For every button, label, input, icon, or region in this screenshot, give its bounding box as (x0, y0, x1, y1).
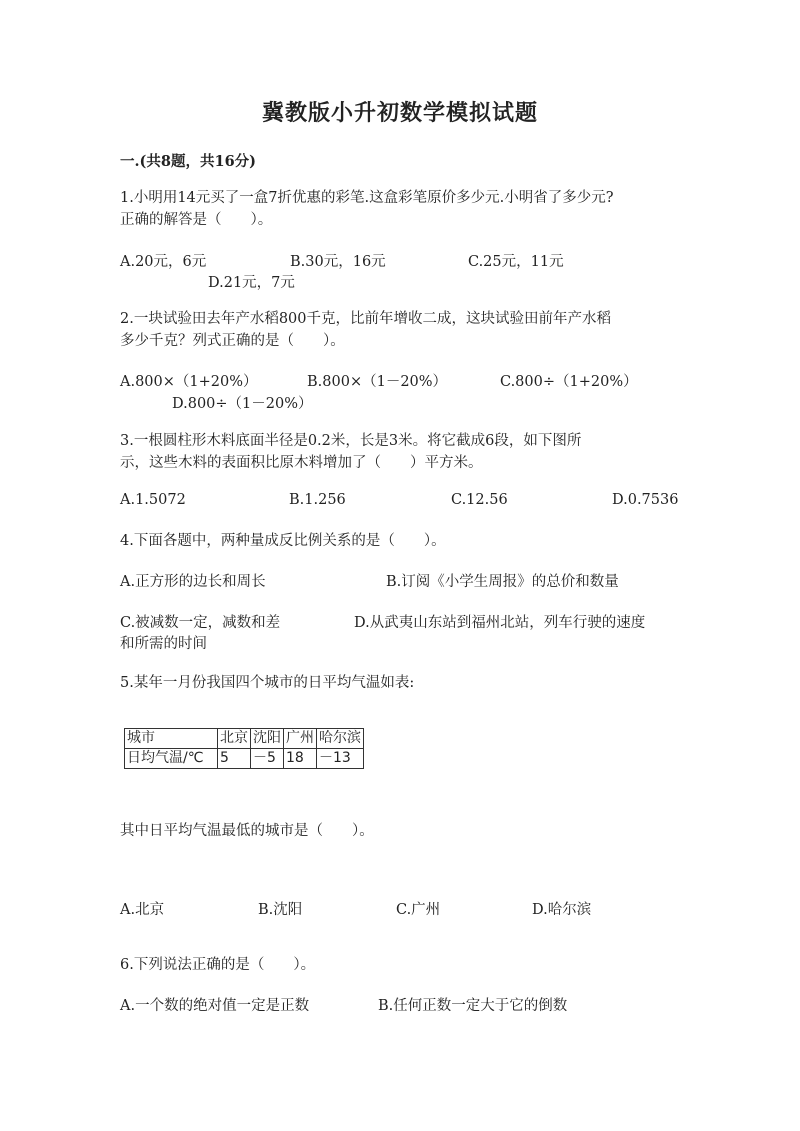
question-4-option-a[interactable]: A.正方形的边长和周长 (120, 574, 266, 590)
table-cell: 沈阳 (251, 729, 284, 749)
question-3-option-d[interactable]: D.0.7536 (612, 492, 679, 508)
question-3-option-c[interactable]: C.12.56 (451, 492, 508, 508)
question-5-prompt (120, 820, 680, 842)
question-4-option-b[interactable]: B.订阅《小学生周报》的总价和数量 (386, 574, 619, 590)
table-cell: 城市 (125, 729, 218, 749)
page-title: 冀教版小升初数学模拟试题 (261, 100, 538, 126)
question-4-option-d[interactable]: D.从武夷山东站到福州北站，列车行驶的速度 (354, 615, 646, 631)
question-1 (120, 187, 680, 231)
question-6 (120, 954, 680, 976)
question-4-option-d-continued: 和所需的时间 (120, 636, 207, 652)
question-2-line-1: 2.一块试验田去年产水稻800千克，比前年增收二成，这块试验田前年产水稻 (120, 311, 612, 327)
question-3-line-1: 3.一根圆柱形木料底面半径是0.2米，长是3米。将它截成6段，如下图所 (120, 433, 582, 449)
question-3 (120, 430, 680, 474)
question-1-option-a[interactable]: A.20元，6元 (120, 254, 207, 270)
question-3-option-b[interactable]: B.1.256 (289, 492, 346, 508)
table-cell: 日均气温/℃ (125, 749, 218, 769)
question-2-line-2: 多少千克？列式正确的是（ ）。 (120, 333, 345, 349)
question-4 (120, 530, 680, 552)
question-5 (120, 672, 680, 694)
question-1-option-c[interactable]: C.25元，11元 (468, 254, 564, 270)
question-2 (120, 308, 680, 352)
table-row (125, 749, 364, 769)
table-cell: 18 (284, 749, 317, 769)
table-cell: 广州 (284, 729, 317, 749)
question-5-option-c[interactable]: C.广州 (396, 902, 441, 918)
question-1-option-d[interactable]: D.21元，7元 (208, 275, 295, 291)
question-2-option-b[interactable]: B.800×（1－20%） (307, 374, 448, 390)
temperature-table (124, 728, 364, 769)
question-2-option-d[interactable]: D.800÷（1－20%） (172, 396, 313, 412)
question-1-line-1: 1.小明用14元买了一盒7折优惠的彩笔.这盒彩笔原价多少元.小明省了多少元? (120, 190, 614, 206)
table-header-row (125, 729, 364, 749)
question-4-line-1: 4.下面各题中，两种量成反比例关系的是（ ）。 (120, 533, 446, 549)
question-5-option-a[interactable]: A.北京 (120, 902, 165, 918)
question-5-line-2: 其中日平均气温最低的城市是（ ）。 (120, 823, 374, 839)
table-cell: 哈尔滨 (317, 729, 364, 749)
table-cell: 北京 (218, 729, 251, 749)
question-3-option-a[interactable]: A.1.5072 (120, 492, 186, 508)
question-2-option-c[interactable]: C.800÷（1+20%） (500, 374, 638, 390)
question-6-option-a[interactable]: A.一个数的绝对值一定是正数 (120, 998, 310, 1014)
question-5-line-1: 5.某年一月份我国四个城市的日平均气温如表: (120, 675, 415, 691)
question-2-option-a[interactable]: A.800×（1+20%） (120, 374, 258, 390)
table-cell: 5 (218, 749, 251, 769)
section-heading: 一.(共8题，共16分) (120, 153, 257, 170)
question-5-option-b[interactable]: B.沈阳 (258, 902, 303, 918)
question-1-option-b[interactable]: B.30元，16元 (290, 254, 386, 270)
question-3-line-2: 示，这些木料的表面积比原木料增加了（ ）平方米。 (120, 455, 483, 471)
question-6-option-b[interactable]: B.任何正数一定大于它的倒数 (378, 998, 568, 1014)
table-cell: －13 (317, 749, 364, 769)
question-6-line-1: 6.下列说法正确的是（ ）。 (120, 957, 316, 973)
table-cell: －5 (251, 749, 284, 769)
question-1-line-2: 正确的解答是（ ）。 (120, 212, 273, 228)
question-4-option-c[interactable]: C.被减数一定，减数和差 (120, 615, 281, 631)
question-5-option-d[interactable]: D.哈尔滨 (532, 902, 592, 918)
